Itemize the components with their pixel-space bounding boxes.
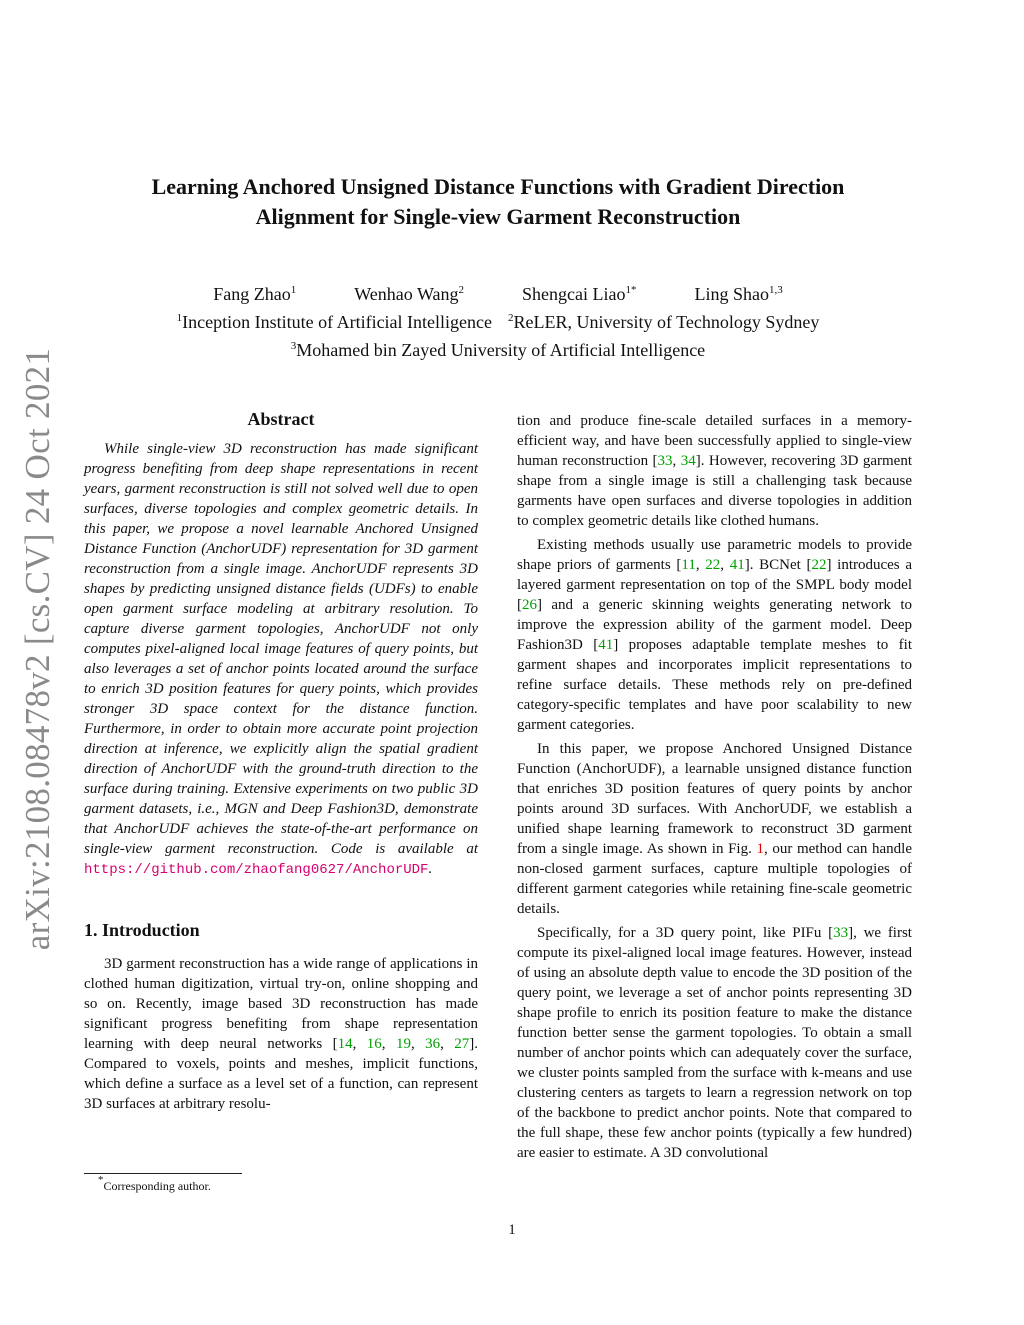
arxiv-id-text: arXiv:2108.08478v2 [cs.CV] 24 Oct 2021 [18,347,57,950]
figure-link[interactable]: 1 [756,841,764,857]
citation-link[interactable]: 41 [729,557,745,573]
paragraph: Specifically, for a 3D query point, like PIFu [33], we first compute its pixel-aligned local image features. However, instead of using an absolute depth value to encode the 3D position of the query point, we leverage a set of anchor points representing 3D shape profile to enrich its position feature to make the distance function better sense the garment topologies. To obtain a small number of anchor points which can adequately cover the surface, we cluster points sampled from the surface with k-means and use clustering centers as targets to learn a regression network on top of the backbone to predict anchor points. Note that compared to the full shape, these few anchor points (typically a few hundred) are easier to estimate. A 3D convolutional [517,925,912,1161]
paragraph: In this paper, we propose Anchored Unsigned Distance Function (AnchorUDF), a learnable unsigned distance function that enriches 3D position features of query points by anchor points around 3D surfaces. With AnchorUDF, we establish a unified shape learning framework to reconstruct 3D garment from a single image. As shown in Fig. 1, our method can handle non-closed garment surfaces, capture multiple topologies of different garment categories while retaining fine-scale geometric details. [517,741,912,917]
citation-link[interactable]: 34 [680,453,696,469]
citation-link[interactable]: 26 [522,597,537,613]
author-2: Wenhao Wang$^2$ [354,284,464,304]
left-column [84,407,478,1114]
citation-link[interactable]: 27 [454,1036,470,1052]
citation-link[interactable]: 41 [598,637,614,653]
title-line-2: Alignment for Single-view Garment Reconstruction [255,204,741,229]
paper-title [80,172,916,232]
footnote-divider [84,1173,242,1174]
abstract-body: While single-view 3D reconstruction has made significant progress benefiting from deep shape representations in recent years, garment reconstruction is still not solved well due to open surfaces, diverse topologies and complex geometric details. In this paper, we propose a novel learnable Anchored Unsigned Distance Function (AnchorUDF) representation for 3D garment reconstruction from a single image. AnchorUDF represents 3D shapes by predicting unsigned distance fields (UDFs) to enable open garment surface modeling at arbitrary resolution. To capture diverse garment topologies, AnchorUDF not only computes pixel-aligned local image features of query points, but also leverages a set of anchor points located around the surface to enrich 3D position features for query points, which provides stronger 3D space context for the distance function. Furthermore, in order to obtain more accurate point projection direction at inference, we explicitly align the spatial gradient direction of AnchorUDF with the ground-truth direction to the surface during training. Extensive experiments on two public 3D garment datasets, i.e., MGN and Deep Fashion3D, demonstrate that AnchorUDF achieves the state-of-the-art performance on single-view garment reconstruction. Code is available at https://github.com/zhaofang0627/AnchorUDF. [84,441,478,878]
introduction-body: 3D garment reconstruction has a wide range of applications in clothed human digitization, virtual try-on, online shopping and so on. Recently, image based 3D reconstruction has made significant progress benefiting from shape representation learning with deep neural networks [14, 16, 19, 36, 27]. Compared to voxels, points and meshes, implicit functions, which define a surface as a level set of a function, can represent 3D surfaces at arbitrary resolu- [84,956,478,1112]
citation-link[interactable]: 33 [657,453,673,469]
citation-link[interactable]: 11 [681,557,696,573]
code-url-link[interactable]: https://github.com/zhaofang0627/AnchorUDF [84,862,429,878]
title-line-1: Learning Anchored Unsigned Distance Functions with Gradient Direction [151,174,845,199]
author-3: Shengcai Liao$^{1*}$ [522,284,637,304]
paragraph: Existing methods usually use parametric models to provide shape priors of garments [11, 22, 41]. BCNet [22] introduces a layered garment representation on top of the SMPL body model [26] and a generic skinning weights generating network to improve the expression ability of the garment model. Deep Fashion3D [41] proposes adaptable template meshes to fit garment shapes and incorporates implicit representations to refine surface details. These methods rely on pre-defined category-specific templates and have poor scalability to new garment categories. [517,537,912,733]
citation-link[interactable]: 22 [811,557,827,573]
section-heading-introduction: 1. Introduction [84,920,200,940]
citation-link[interactable]: 33 [833,925,849,941]
author-1: Fang Zhao$^1$ [213,284,297,304]
citation-link[interactable]: 22 [705,557,721,573]
affiliation-3: $^3$Mohamed bin Zayed University of Artificial Intelligence [290,340,706,360]
citation-link[interactable]: 19 [395,1036,411,1052]
right-column [517,411,912,1167]
author-4: Ling Shao$^{1,3}$ [694,284,783,304]
affiliation-1: $^1$Inception Institute of Artificial Intelligence [176,312,493,332]
citation-link[interactable]: 14 [337,1036,353,1052]
abstract-heading: Abstract [247,409,315,429]
citation-link[interactable]: 16 [366,1036,382,1052]
affiliations-row [80,308,916,336]
author-block [80,280,916,364]
footnote: *Corresponding author. [98,1174,211,1193]
arxiv-identifier [6,347,70,950]
affiliation-2: $^2$ReLER, University of Technology Sydney [508,312,820,332]
page-number: 1 [508,1222,516,1238]
author-names [80,280,916,308]
paragraph: tion and produce fine-scale detailed surfaces in a memory-efficient way, and have been successfully applied to single-view human reconstruction [33, 34]. However, recovering 3D garment shape from a single image is still a challenging task because garments have open surfaces and diverse topologies in addition to complex geometric details like clothed humans. [517,413,913,529]
citation-link[interactable]: 36 [425,1036,441,1052]
